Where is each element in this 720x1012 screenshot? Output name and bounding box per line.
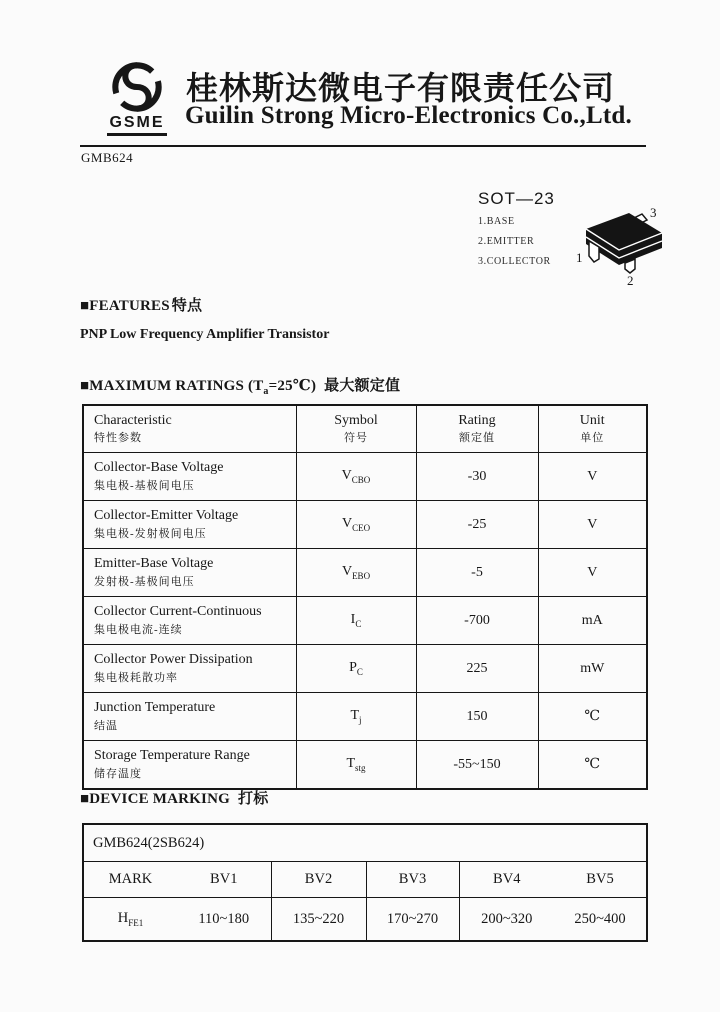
symbol-cell: $P_C$ (296, 645, 416, 693)
maximum-ratings-table (82, 404, 648, 790)
characteristic-cell: Junction Temperature 结温 (83, 693, 296, 741)
device-marking-heading: ■DEVICE MARKING 打标 (80, 791, 269, 807)
ratings-row (83, 501, 647, 549)
marking-part-row (83, 824, 647, 862)
company-name-cn: 桂林斯达微电子有限责任公司 (186, 70, 616, 106)
hfe-range-bv1: 110~180 (198, 910, 250, 927)
rating-cell: -700 (416, 597, 538, 645)
package-name: SOT—23 (478, 189, 555, 208)
symbol-cell: $T_{stg}$ (296, 741, 416, 790)
pin-number-2: 2 (627, 273, 634, 287)
marking-col-mark: MARK (83, 862, 177, 898)
symbol-cell: $V_{EBO}$ (296, 549, 416, 597)
pin-label-emitter: 2.EMITTER (478, 236, 535, 247)
col-header-rating: Rating 额定值 (416, 405, 538, 453)
company-name-en: Guilin Strong Micro-Electronics Co.,Ltd. (185, 102, 632, 129)
unit-cell: mW (538, 645, 647, 693)
marking-col-bv5: BV5 (554, 862, 647, 898)
col-header-characteristic: Characteristic 特性参数 (83, 405, 296, 453)
marking-value-row (83, 898, 647, 942)
rating-cell: -5 (416, 549, 538, 597)
hfe-symbol-cell: $H_{FE1}$ (117, 910, 144, 928)
features-heading: ■FEATURES 特点 (80, 298, 203, 314)
marking-col-bv3: BV3 (366, 862, 459, 898)
marking-part-name: GMB624(2SB624) (83, 824, 647, 862)
ratings-row (83, 741, 647, 790)
rating-cell: 225 (416, 645, 538, 693)
col-header-unit: Unit 单位 (538, 405, 647, 453)
unit-cell: V (538, 453, 647, 501)
symbol-cell: $V_{CEO}$ (296, 501, 416, 549)
pin-list (478, 216, 551, 276)
maximum-ratings-heading: ■MAXIMUM RATINGS $(T_a=25℃)$ 最大额定值 (80, 378, 401, 397)
characteristic-cell: Storage Temperature Range 储存温度 (83, 741, 296, 790)
gsme-logo-icon (110, 61, 164, 113)
rating-cell: -25 (416, 501, 538, 549)
sot23-package-icon (572, 205, 670, 287)
bullet-square-icon: ■ (80, 791, 90, 807)
unit-cell: mA (538, 597, 647, 645)
unit-cell: ℃ (538, 741, 647, 790)
symbol-cell: $V_{CBO}$ (296, 453, 416, 501)
characteristic-cell: Collector-Base Voltage 集电极-基极间电压 (83, 453, 296, 501)
pin-number-3: 3 (650, 205, 657, 220)
ratings-header-row (83, 405, 647, 453)
symbol-cell: $I_C$ (296, 597, 416, 645)
characteristic-cell: Collector Current-Continuous 集电极电流-连续 (83, 597, 296, 645)
pin-label-base: 1.BASE (478, 216, 515, 227)
marking-col-bv2: BV2 (271, 862, 366, 898)
company-logo (99, 61, 175, 136)
unit-cell: V (538, 549, 647, 597)
ratings-row (83, 453, 647, 501)
ratings-row (83, 597, 647, 645)
ratings-row (83, 693, 647, 741)
features-description: PNP Low Frequency Amplifier Transistor (80, 327, 330, 342)
symbol-cell: $T_j$ (296, 693, 416, 741)
hfe-range-bv5: 250~400 (574, 910, 626, 927)
part-number: GMB624 (81, 150, 134, 165)
col-header-symbol: Symbol 符号 (296, 405, 416, 453)
marking-col-bv4: BV4 (459, 862, 554, 898)
rating-cell: -30 (416, 453, 538, 501)
hfe-range-bv4: 200~320 (459, 898, 554, 942)
unit-cell: ℃ (538, 693, 647, 741)
ratings-row (83, 645, 647, 693)
logo-brand-text: GSME (107, 114, 166, 136)
header-divider (80, 145, 646, 147)
pin-label-collector: 3.COLLECTOR (478, 256, 551, 267)
rating-cell: -55~150 (416, 741, 538, 790)
hfe-range-bv2: 135~220 (271, 898, 366, 942)
marking-header-row (83, 862, 647, 898)
bullet-square-icon: ■ (80, 298, 90, 314)
ratings-row (83, 549, 647, 597)
rating-cell: 150 (416, 693, 538, 741)
bullet-square-icon: ■ (80, 378, 90, 394)
hfe-range-bv3: 170~270 (366, 898, 459, 942)
characteristic-cell: Collector-Emitter Voltage 集电极-发射极间电压 (83, 501, 296, 549)
device-marking-table (82, 823, 648, 942)
pin-number-1: 1 (576, 250, 583, 265)
unit-cell: V (538, 501, 647, 549)
marking-col-bv1: BV1 (177, 862, 271, 898)
characteristic-cell: Emitter-Base Voltage 发射极-基极间电压 (83, 549, 296, 597)
characteristic-cell: Collector Power Dissipation 集电极耗散功率 (83, 645, 296, 693)
